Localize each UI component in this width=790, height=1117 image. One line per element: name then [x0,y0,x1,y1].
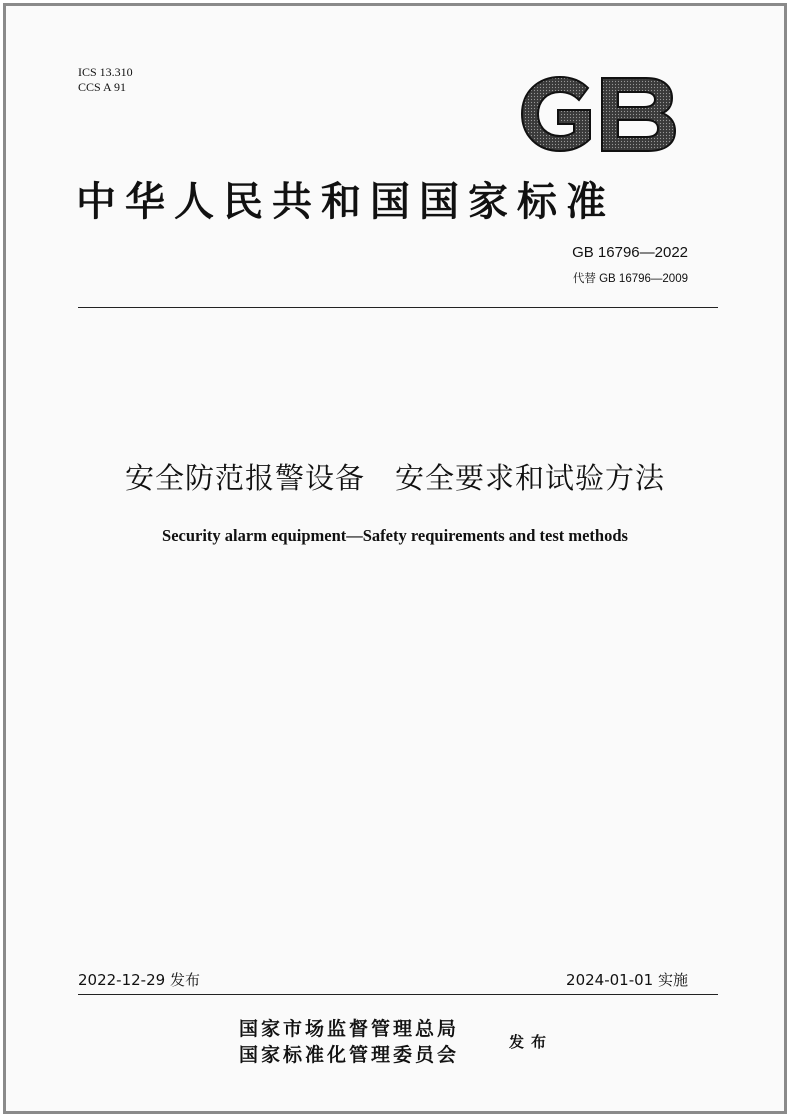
issuer-samr: 国家市场监督管理总局 [239,1018,460,1040]
issuing-authorities [239,1016,459,1068]
implementation-date: 2024-01-01 实施 [566,971,688,989]
document-title-chinese: 安全防范报警设备 安全要求和试验方法 [124,461,665,495]
replaces-standard: 代替 GB 16796—2009 [572,273,688,285]
gb-logo-icon [518,74,678,154]
standard-number: GB 16796—2022 [572,244,688,261]
issue-label: 发布 [509,1033,554,1051]
ccs-code: CCS A 91 [78,80,127,94]
standard-cover-page [3,3,787,1114]
footer-divider [78,994,718,995]
document-title-english: Security alarm equipment—Safety requirements and test methods [162,526,628,545]
issuer-sac: 国家标准化管理委员会 [239,1044,460,1066]
classification-codes [78,65,133,95]
ics-code: ICS 13.310 [78,65,133,79]
national-standard-heading: 中华人民共和国国家标准 [76,178,615,225]
header-divider [78,307,718,308]
issue-date: 2022-12-29 发布 [78,971,200,989]
